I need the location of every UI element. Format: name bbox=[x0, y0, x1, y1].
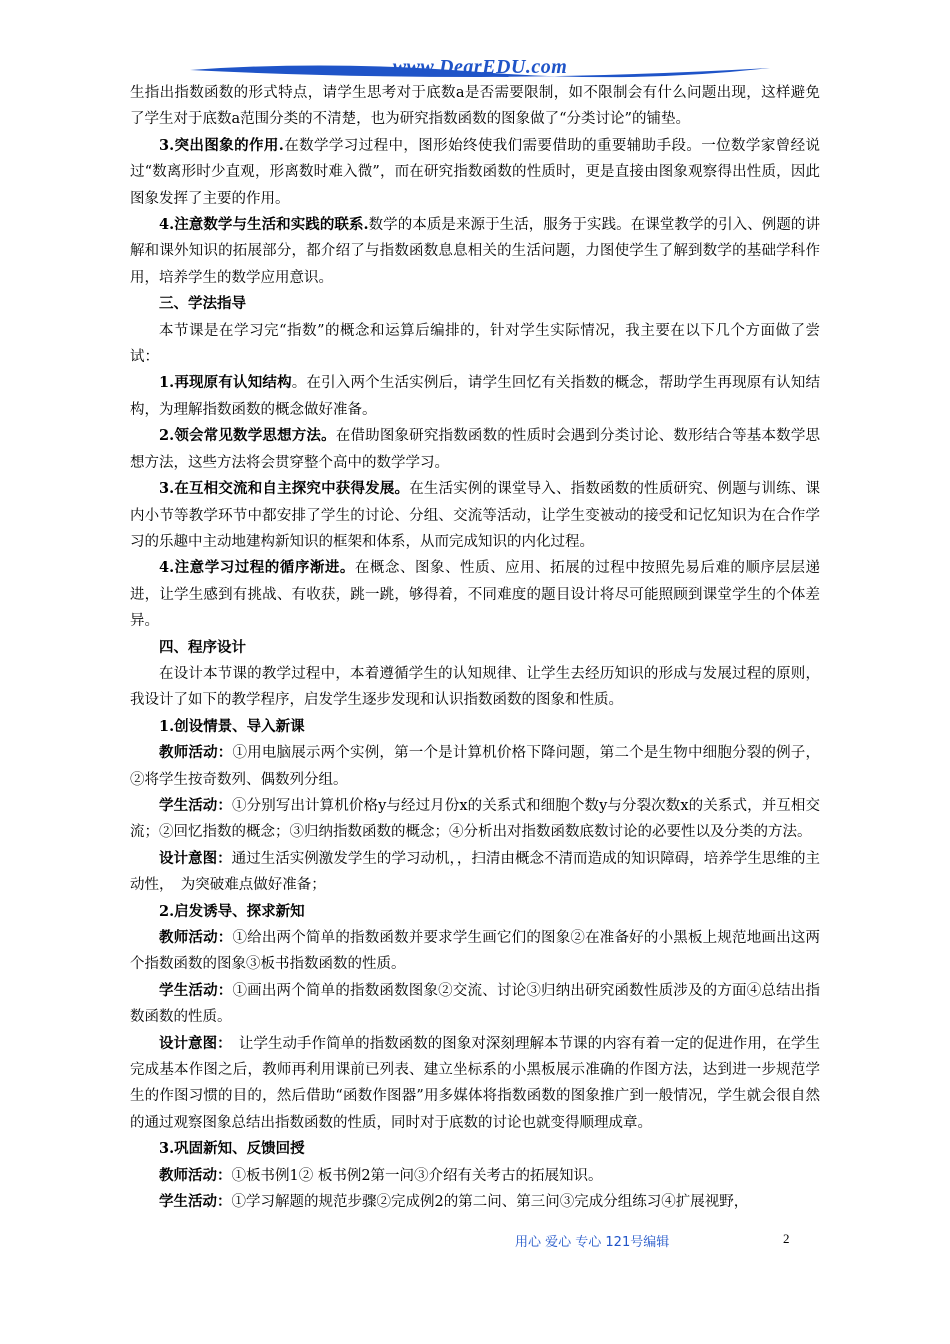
page-number: 2 bbox=[783, 1231, 790, 1246]
paragraph-lead: 学生活动： bbox=[159, 1193, 232, 1211]
paragraph-text: ①学习解题的规范步骤②完成例2的第二问、第三问③完成分组练习④扩展视野， bbox=[231, 1194, 749, 1211]
paragraph-lead: 1.再现原有认知结构 bbox=[159, 374, 292, 392]
paragraph bbox=[130, 740, 820, 793]
paragraph-text: 在借助图象研究指数函数的性质时会遇到分类讨论、数形结合等基本数学思想方法，这些方法将会贯穿整个高中的数学学习。 bbox=[130, 428, 820, 471]
paragraph-text: 1.创设情景、导入新课 bbox=[159, 717, 305, 735]
paragraph-text: ①用电脑展示两个实例，第一个是计算机价格下降问题，第二个是生物中细胞分裂的例子，②将学生按奇数列、偶数列分组。 bbox=[130, 745, 820, 788]
paragraph-text: ①给出两个简单的指数函数并要求学生画它们的图象②在准备好的小黑板上规范地画出这两个指数函数的图象③板书指数函数的性质。 bbox=[130, 930, 820, 973]
paragraph-lead: 2.领会常见数学思想方法。 bbox=[159, 427, 336, 445]
paragraph-text: 数学的本质是来源于生活，服务于实践。在课堂教学的引入、例题的讲解和课外知识的拓展部分，都介绍了与指数函数息息相关的生活问题，力图使学生了解到数学的基础学科作用，培养学生的数学应用意识。 bbox=[130, 217, 820, 286]
paragraph-text: 通过生活实例激发学生的学习动机，，扫清由概念不清而造成的知识障碍，培养学生思维的主动性， 为突破难点做好准备； bbox=[130, 850, 820, 894]
paragraph bbox=[130, 714, 820, 740]
paragraph-lead: 3.在互相交流和自主探究中获得发展。 bbox=[159, 480, 410, 498]
paragraph bbox=[130, 846, 820, 899]
paragraph-lead: 教师活动： bbox=[159, 1166, 232, 1184]
paragraph-text: 在数学学习过程中，图形始终使我们需要借助的重要辅助手段。一位数学家曾经说过“数离形时少直观，形离数时难入微”，而在研究指数函数的性质时，更是直接由图象观察得出性质，因此图象发挥了主要的作用。 bbox=[130, 137, 821, 207]
footer-note: 用心 爱心 专心 121号编辑 bbox=[515, 1235, 670, 1250]
paragraph bbox=[130, 899, 820, 925]
paragraph bbox=[130, 423, 820, 476]
paragraph bbox=[130, 133, 820, 212]
paragraph bbox=[130, 978, 820, 1031]
paragraph bbox=[130, 1163, 820, 1189]
paragraph bbox=[130, 1136, 820, 1162]
paragraph bbox=[130, 370, 820, 423]
paragraph bbox=[130, 1189, 820, 1215]
paragraph-lead: 教师活动： bbox=[159, 929, 233, 946]
paragraph bbox=[130, 476, 820, 555]
paragraph-lead: 3.突出图象的作用. bbox=[159, 136, 284, 154]
paragraph-text: ①分别写出计算机价格y与经过月份x的关系式和细胞个数y与分裂次数x的关系式，并互相交流；②回忆指数的概念；③归纳指数函数的概念；④分析出对指数函数底数讨论的必要性以及分类的方法。 bbox=[130, 797, 820, 841]
paragraph-lead: 三、学法指导 bbox=[159, 295, 246, 313]
site-url: www.DearEDU.com bbox=[392, 56, 568, 78]
paragraph bbox=[130, 793, 820, 846]
paragraph-lead: 设计意图： bbox=[159, 1034, 225, 1052]
paragraph bbox=[130, 635, 820, 661]
paragraph bbox=[130, 212, 820, 291]
paragraph-text: 本节课是在学习完“指数”的概念和运算后编排的，针对学生实际情况，我主要在以下几个方面做了尝试： bbox=[130, 322, 820, 366]
paragraph-text: 在概念、图象、性质、应用、拓展的过程中按照先易后难的顺序层层递进，让学生感到有挑战、有收获，跳一跳，够得着，不同难度的题目设计将尽可能照顾到课堂学生的个体差异。 bbox=[130, 560, 821, 630]
paragraph bbox=[130, 661, 820, 714]
paragraph-lead: 3.巩固新知、反馈回授 bbox=[159, 1140, 305, 1158]
paragraph bbox=[130, 318, 820, 371]
paragraph bbox=[130, 925, 820, 978]
paragraph-text: 让学生动手作简单的指数函数的图象对深刻理解本节课的内容有着一定的促进作用，在学生完成基本作图之后，教师再利用课前已列表、建立坐标系的小黑板展示准确的作图方法，达到进一步规范学生的作图习惯的目的，然后借助“函数作图器”用多媒体将指数函数的图象推广到一般情况，学生就会很自然的通过观察图象总结出指数函数的性质，同时对于底数的讨论也就变得顺理成章。 bbox=[130, 1035, 820, 1131]
paragraph-lead: 学生活动： bbox=[159, 796, 233, 814]
paragraph-text: 生指出指数函数的形式特点，请学生思考对于底数a是否需要限制，如不限制会有什么问题出现，这样避免了学生对于底数a范围分类的不清楚，也为研究指数函数的图象做了“分类讨论”的铺垫。 bbox=[130, 85, 820, 128]
paragraph-lead: 4.注意数学与生活和实践的联系. bbox=[159, 216, 369, 234]
paragraph bbox=[130, 80, 820, 133]
paragraph-text: 在生活实例的课堂导入、指数函数的性质研究、例题与训练、课内小节等教学环节中都安排了学生的讨论、分组、交流等活动，让学生变被动的接受和记忆知识为在合作学习的乐趣中主动地建构新知识的框架和体系，从而完成知识的内化过程。 bbox=[130, 481, 821, 550]
document-body bbox=[130, 80, 820, 1215]
paragraph-text: 在设计本节课的教学过程中，本着遵循学生的认知规律、让学生去经历知识的形成与发展过程的原则，我设计了如下的教学程序，启发学生逐步发现和认识指数函数的图象和性质。 bbox=[130, 665, 820, 709]
paragraph-lead: 设计意图： bbox=[159, 849, 232, 867]
paragraph bbox=[130, 291, 820, 317]
paragraph-lead: 四、程序设计 bbox=[159, 638, 246, 656]
paragraph-text: 。在引入两个生活实例后，请学生回忆有关指数的概念，帮助学生再现原有认知结构，为理解指数函数的概念做好准备。 bbox=[130, 375, 820, 418]
paragraph bbox=[130, 1031, 820, 1137]
paragraph-lead: 学生活动： bbox=[159, 981, 233, 999]
paragraph bbox=[130, 555, 820, 634]
paragraph-text: ①板书例1② 板书例2第一问③介绍有关考古的拓展知识。 bbox=[231, 1167, 603, 1184]
paragraph-text: ①画出两个简单的指数函数图象②交流、讨论③归纳出研究函数性质涉及的方面④总结出指数函数的性质。 bbox=[130, 982, 820, 1026]
paragraph-lead: 4.注意学习过程的循序渐进。 bbox=[159, 559, 355, 577]
paragraph-lead: 教师活动： bbox=[159, 744, 233, 762]
paragraph-lead: 2.启发诱导、探求新知 bbox=[159, 902, 305, 920]
